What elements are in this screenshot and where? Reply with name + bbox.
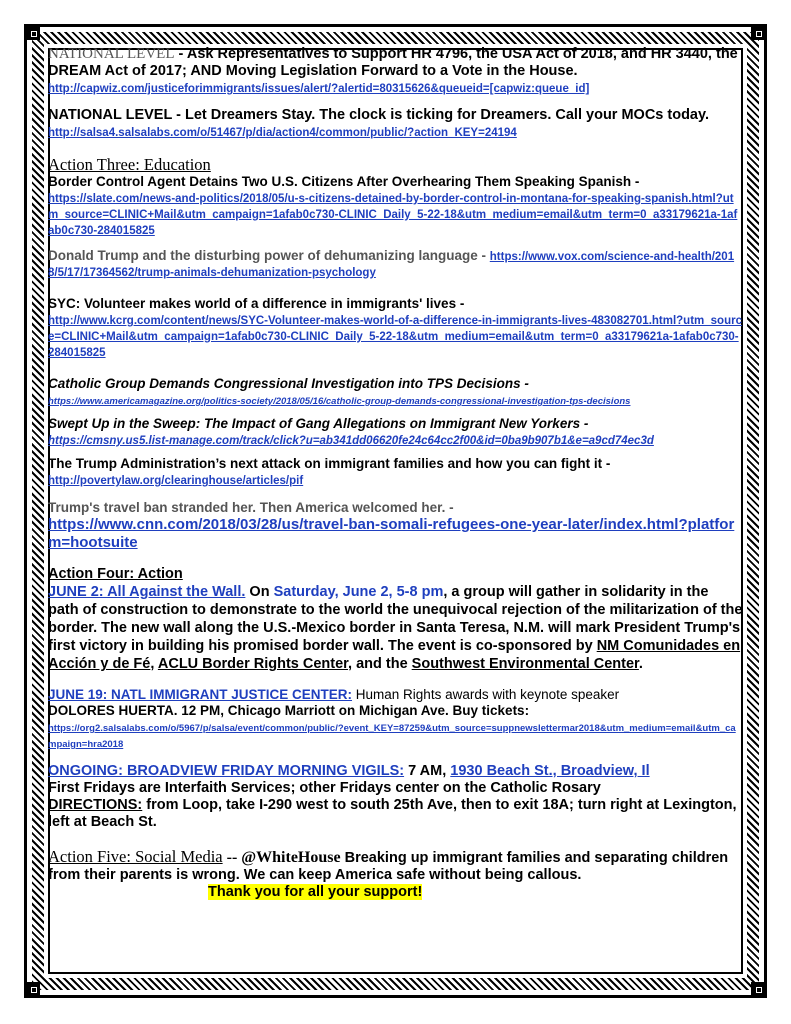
june2-text: On <box>245 584 274 600</box>
article-title: Trump's travel ban stranded her. Then America welcomed her. - <box>48 500 454 515</box>
national-label: NATIONAL LEVEL <box>48 107 173 123</box>
org-link[interactable]: Southwest Environmental Center <box>411 656 639 672</box>
national-level-2 <box>48 107 743 141</box>
article-link[interactable]: http://povertylaw.org/clearinghouse/articles/pif <box>48 475 304 487</box>
article-title: The Trump Administration’s next attack on immigrant families and how you can fight it - <box>48 456 611 471</box>
capwiz-link[interactable]: http://capwiz.com/justiceforimmigrants/issues/alert/?alertid=80315626&queueid=[capwiz:queue_id] <box>48 83 590 95</box>
org-link[interactable]: ACLU Border Rights Center <box>157 656 349 672</box>
june19-text: Human Rights awards with keynote speaker <box>352 687 620 702</box>
org-link[interactable]: NM Comunidades en Acción y de Fé <box>48 638 741 672</box>
salsa-link[interactable]: http://salsa4.salsalabs.com/o/51467/p/dia/action4/common/public/?action_KEY=24194 <box>48 127 517 139</box>
newsletter-content <box>48 46 743 901</box>
article-item <box>48 456 743 488</box>
article-link[interactable]: https://slate.com/news-and-politics/2018/05/u-s-citizens-detained-by-border-control-in-montana-for-speaking-spanish.html?utm_source=CLINIC+Mail&utm_campaign=1afab0c730-CLINIC_Daily_5-22-18&utm_medium=email&utm_term=0_a33179621a-1afab0c730-284015825 <box>48 193 738 237</box>
article-link[interactable]: https://www.vox.com/science-and-health/2018/5/17/17364562/trump-animals-dehumanization-psychology <box>48 251 735 279</box>
article-title: Swept Up in the Sweep: The Impact of Gang Allegations on Immigrant New Yorkers - <box>48 416 589 431</box>
article-item <box>48 416 743 448</box>
june2-text: . <box>638 656 643 672</box>
ongoing-event <box>48 763 743 831</box>
article-item <box>48 376 743 408</box>
article-link[interactable]: http://www.kcrg.com/content/news/SYC-Volunteer-makes-world-of-a-difference-in-immigrants-lives-483082701.html?utm_source=CLINIC+Mail&utm_campaign=1afab0c730-CLINIC_Daily_5-22-18&utm_medium=email&utm_term=0_a33179621a-1afab0c730-284015825 <box>48 315 742 359</box>
article-title: Border Control Agent Detains Two U.S. Citizens After Overhearing Them Speaking Spanish - <box>48 174 640 189</box>
june2-text: , a group will gather in solidarity in the path of construction to demonstrate to the world the unequivocal rejection of the militarization of the border. The new wall along the U.S.-Mexico border in Santa Teresa, N.M. will mark President Trump's first victory in building his promised border wall. The event is co-sponsored by <box>48 584 743 654</box>
article-item <box>48 174 743 238</box>
article-link[interactable]: https://www.cnn.com/2018/03/28/us/travel-ban-somali-refugees-one-year-later/index.html?platform=hootsuite <box>48 516 735 551</box>
national-text: - Let Dreamers Stay. The clock is ticking for Dreamers. Call your MOCs today. <box>172 107 710 123</box>
article-link[interactable]: https://www.americamagazine.org/politics-society/2018/05/16/catholic-group-demands-congressional-investigation-tps-decisions <box>48 396 631 407</box>
june2-when: Saturday, June 2, 5-8 pm <box>273 584 444 600</box>
directions-text: from Loop, take I-290 west to south 25th Ave, then to exit 18A; turn right at Lexington, left at Beach St. <box>48 797 737 830</box>
border-corner <box>751 26 765 40</box>
june19-event <box>48 687 743 751</box>
june2-text: , and the <box>348 656 412 672</box>
june2-text: , <box>150 656 158 672</box>
border-corner <box>751 982 765 996</box>
article-item <box>48 500 743 552</box>
ongoing-time: 7 AM, <box>404 763 451 779</box>
national-label: NATIONAL LEVEL <box>48 46 175 62</box>
ongoing-text: First Fridays are Interfaith Services; other Fridays center on the Catholic Rosary <box>48 780 601 796</box>
june19-text: DOLORES HUERTA. 12 PM, Chicago Marriott on Michigan Ave. Buy tickets: <box>48 703 530 718</box>
border-corner <box>26 26 40 40</box>
article-title: Donald Trump and the disturbing power of dehumanizing language - <box>48 248 486 263</box>
directions-label: DIRECTIONS: <box>48 797 143 813</box>
border-corner <box>26 982 40 996</box>
tickets-link[interactable]: https://org2.salsalabs.com/o/5967/p/salsa/event/common/public/?event_KEY=87259&utm_source=suppnewslettermar2018&utm_medium=email&utm_campaign=hra2018 <box>48 723 736 750</box>
address-link[interactable]: 1930 Beach St., Broadview, Il <box>450 763 650 779</box>
thanks-highlight: Thank you for all your support! <box>208 884 423 900</box>
article-title: Catholic Group Demands Congressional Investigation into TPS Decisions - <box>48 376 529 391</box>
article-item <box>48 248 743 280</box>
action-four-heading: Action Four: Action <box>48 566 183 582</box>
ongoing-title[interactable]: ONGOING: BROADVIEW FRIDAY MORNING VIGILS: <box>48 763 405 779</box>
action-five-text: Breaking up immigrant families and separating children from their parents is wrong. We can keep America safe without being callous. <box>48 850 729 883</box>
june19-title[interactable]: JUNE 19: NATL IMMIGRANT JUSTICE CENTER: <box>48 687 353 702</box>
june2-event <box>48 583 743 673</box>
article-link[interactable]: https://cmsny.us5.list-manage.com/track/click?u=ab341dd06620fe24c64cc2f00&id=0ba9b907b1&e=a9cd74ec3d <box>48 435 654 447</box>
national-level-1 <box>48 46 743 97</box>
action-three-heading: Action Three: Education <box>48 155 211 174</box>
article-title: SYC: Volunteer makes world of a difference in immigrants' lives - <box>48 296 465 311</box>
article-item <box>48 296 743 360</box>
action-five-heading: Action Five: Social Media <box>48 847 223 866</box>
action-five <box>48 847 743 901</box>
june2-title[interactable]: JUNE 2: All Against the Wall. <box>48 584 246 600</box>
national-text: - Ask Representatives to Support HR 4796, the USA Act of 2018, and HR 3440, the DREAM Act of 2017; AND Moving Legislation Forward to a Vote in the House. <box>48 46 738 79</box>
whitehouse-handle: -- @WhiteHouse <box>222 849 341 866</box>
